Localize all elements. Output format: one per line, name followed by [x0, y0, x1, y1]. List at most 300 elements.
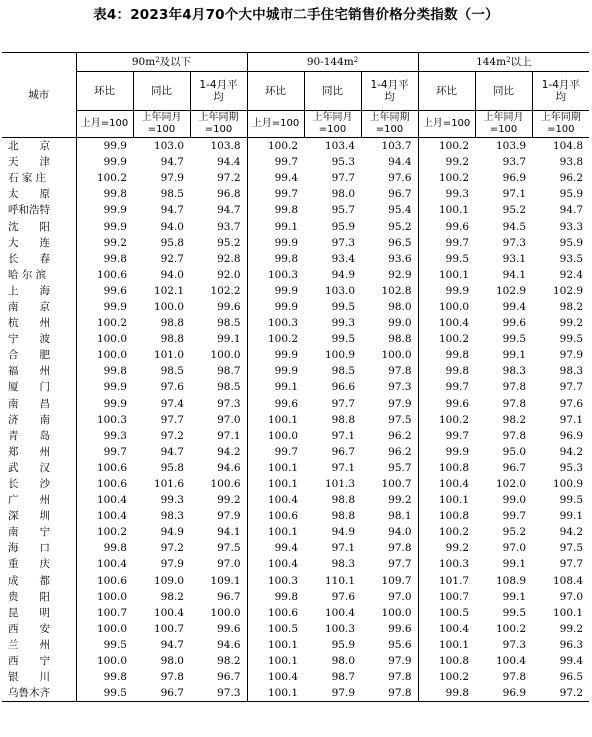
index-value: 100.9 [324, 349, 356, 362]
city-name: 西 宁 [2, 653, 76, 669]
index-value: 100.1 [267, 413, 299, 426]
index-value: 100.8 [438, 461, 470, 474]
index-value: 99.8 [103, 252, 127, 265]
city-name: 天 津 [2, 154, 76, 170]
index-value: 100.6 [96, 478, 127, 491]
index-value: 97.2 [532, 685, 589, 702]
table-row [2, 653, 589, 669]
index-value: 101.7 [438, 574, 470, 587]
index-value: 98.5 [190, 315, 247, 331]
index-value: 94.7 [160, 445, 184, 458]
index-value: 97.8 [361, 669, 418, 685]
index-value: 96.9 [502, 172, 527, 185]
index-value: 98.0 [361, 299, 418, 315]
index-value: 98.8 [160, 317, 184, 330]
index-value: 99.2 [559, 622, 584, 635]
table-row [2, 637, 589, 653]
index-value: 100.4 [96, 494, 127, 507]
table-row [2, 267, 589, 283]
index-value: 99.0 [361, 315, 418, 331]
index-value: 94.1 [502, 268, 527, 281]
index-value: 100.4 [438, 317, 470, 330]
index-value: 98.5 [160, 188, 184, 201]
index-value: 94.2 [559, 526, 584, 539]
index-value: 97.3 [361, 379, 418, 395]
index-value: 98.2 [190, 653, 247, 669]
city-name: 南 宁 [2, 524, 76, 540]
index-value: 100.8 [438, 510, 470, 523]
index-value: 98.8 [331, 494, 356, 507]
index-value: 99.5 [502, 606, 527, 619]
index-value: 95.9 [331, 638, 356, 651]
index-value: 93.8 [559, 156, 584, 169]
index-value: 100.0 [96, 655, 127, 668]
index-value: 102.9 [552, 284, 584, 297]
table-row [2, 605, 589, 621]
index-value: 100.0 [267, 429, 299, 442]
index-value: 97.8 [502, 671, 527, 684]
price-index-table [2, 52, 589, 702]
index-value: 109.0 [153, 574, 184, 587]
city-name: 青 岛 [2, 428, 76, 444]
city-name: 成 都 [2, 573, 76, 589]
table-row [2, 540, 589, 556]
index-value: 94.2 [190, 444, 247, 460]
index-value: 98.8 [331, 510, 356, 523]
table-row [2, 669, 589, 685]
index-value: 98.3 [331, 558, 356, 571]
city-name: 福 州 [2, 363, 76, 379]
table-row [2, 444, 589, 460]
index-value: 94.7 [190, 202, 247, 218]
city-name: 沈 阳 [2, 218, 76, 234]
table-row [2, 283, 589, 299]
index-value: 92.0 [190, 267, 247, 283]
index-value: 92.7 [160, 252, 184, 265]
sub-header: 同比 [304, 72, 361, 111]
table-row [2, 299, 589, 315]
index-value: 96.7 [502, 461, 527, 474]
index-value: 100.2 [438, 526, 470, 539]
table-row [2, 573, 589, 589]
index-value: 100.1 [438, 268, 470, 281]
table-row [2, 508, 589, 524]
index-value: 110.1 [324, 574, 356, 587]
index-value: 94.9 [331, 268, 356, 281]
index-value: 96.8 [190, 186, 247, 202]
index-value: 97.1 [502, 188, 527, 201]
city-name: 哈 尔 滨 [2, 267, 76, 283]
index-value: 100.3 [438, 558, 470, 571]
sub-header: 环比 [247, 72, 304, 111]
index-value: 99.7 [502, 510, 527, 523]
index-value: 100.2 [438, 333, 470, 346]
table-row [2, 251, 589, 267]
index-value: 100.4 [96, 558, 127, 571]
city-name: 郑 州 [2, 444, 76, 460]
index-value: 100.0 [361, 347, 418, 363]
index-value: 99.9 [103, 140, 127, 153]
index-value: 109.7 [361, 573, 418, 589]
index-value: 99.4 [274, 542, 299, 555]
index-value: 95.3 [559, 461, 584, 474]
index-value: 98.7 [190, 363, 247, 379]
index-value: 96.9 [559, 429, 584, 442]
index-value: 93.5 [559, 252, 584, 265]
index-value: 99.9 [103, 204, 127, 217]
index-value: 97.2 [160, 429, 184, 442]
base-header: 上月=100 [76, 111, 133, 138]
index-value: 99.7 [103, 445, 127, 458]
index-value: 97.1 [331, 461, 356, 474]
index-value: 97.8 [502, 381, 527, 394]
index-value: 100.4 [267, 494, 299, 507]
index-value: 97.6 [361, 170, 418, 186]
index-value: 97.3 [502, 236, 527, 249]
index-value: 97.0 [190, 412, 247, 428]
index-value: 108.9 [495, 574, 527, 587]
city-name: 南 京 [2, 299, 76, 315]
table-title: 表4：2023年4月70个大中城市二手住宅销售价格分类指数（一） [93, 7, 499, 23]
index-value: 96.7 [331, 445, 356, 458]
index-value: 97.1 [559, 413, 584, 426]
index-value: 96.5 [361, 235, 418, 251]
index-value: 97.5 [361, 412, 418, 428]
index-value: 100.2 [96, 172, 127, 185]
index-value: 100.4 [267, 558, 299, 571]
index-value: 98.7 [331, 671, 356, 684]
index-value: 98.8 [160, 333, 184, 346]
index-value: 98.3 [160, 510, 184, 523]
index-value: 99.7 [445, 429, 470, 442]
index-value: 103.4 [324, 140, 356, 153]
index-value: 99.6 [502, 317, 527, 330]
city-name: 济 南 [2, 412, 76, 428]
index-value: 96.2 [559, 172, 584, 185]
index-value: 97.9 [559, 349, 584, 362]
index-value: 97.4 [160, 397, 184, 410]
index-value: 99.3 [445, 188, 470, 201]
index-value: 97.1 [331, 429, 356, 442]
index-value: 99.1 [559, 510, 584, 523]
index-value: 100.1 [267, 638, 299, 651]
index-value: 99.0 [502, 494, 527, 507]
index-value: 100.7 [438, 590, 470, 603]
index-value: 100.2 [267, 140, 299, 153]
city-name: 长 沙 [2, 476, 76, 492]
index-value: 99.8 [103, 542, 127, 555]
index-value: 104.8 [552, 140, 584, 153]
base-header: 上月=100 [418, 111, 475, 138]
index-value: 95.8 [160, 236, 184, 249]
index-value: 97.0 [559, 590, 584, 603]
index-value: 94.7 [160, 156, 184, 169]
index-value: 99.8 [445, 349, 470, 362]
index-value: 103.8 [190, 138, 247, 155]
index-value: 98.3 [559, 365, 584, 378]
index-value: 94.0 [361, 524, 418, 540]
city-name: 北 京 [2, 138, 76, 155]
index-value: 98.2 [160, 590, 184, 603]
table-row [2, 476, 589, 492]
index-value: 95.7 [361, 460, 418, 476]
index-value: 99.3 [103, 429, 127, 442]
index-value: 100.1 [438, 638, 470, 651]
index-value: 99.7 [274, 188, 299, 201]
index-value: 95.2 [190, 235, 247, 251]
index-value: 100.8 [438, 655, 470, 668]
index-value: 98.8 [361, 331, 418, 347]
index-value: 96.2 [361, 444, 418, 460]
index-value: 96.7 [361, 186, 418, 202]
city-name: 西 安 [2, 621, 76, 637]
index-value: 94.9 [160, 526, 184, 539]
index-value: 99.6 [190, 299, 247, 315]
index-value: 99.2 [445, 156, 470, 169]
table-row [2, 315, 589, 331]
index-value: 102.2 [190, 283, 247, 299]
sub-header: 同比 [475, 72, 532, 111]
index-value: 99.5 [502, 333, 527, 346]
index-value: 97.7 [559, 381, 584, 394]
index-value: 99.2 [190, 492, 247, 508]
index-value: 103.7 [361, 138, 418, 155]
index-value: 99.9 [445, 445, 470, 458]
index-value: 97.0 [190, 556, 247, 572]
index-value: 98.2 [559, 300, 584, 313]
index-value: 99.2 [445, 542, 470, 555]
index-value: 100.3 [96, 413, 127, 426]
index-value: 100.7 [96, 606, 127, 619]
index-value: 103.0 [324, 284, 356, 297]
index-value: 94.9 [331, 526, 356, 539]
index-value: 100.0 [96, 333, 127, 346]
index-value: 95.2 [502, 526, 527, 539]
index-value: 99.9 [445, 284, 470, 297]
index-value: 99.9 [274, 300, 299, 313]
city-name: 南 昌 [2, 396, 76, 412]
index-value: 100.0 [96, 590, 127, 603]
index-value: 98.0 [331, 188, 356, 201]
index-value: 100.4 [324, 606, 356, 619]
index-value: 99.4 [274, 172, 299, 185]
index-value: 97.1 [331, 542, 356, 555]
index-value: 96.7 [133, 685, 190, 702]
index-value: 99.9 [103, 397, 127, 410]
index-value: 97.2 [160, 542, 184, 555]
index-value: 99.5 [559, 333, 584, 346]
index-value: 102.9 [495, 284, 527, 297]
base-header: 上年同月=100 [133, 111, 190, 138]
index-value: 94.4 [361, 154, 418, 170]
index-value: 92.8 [190, 251, 247, 267]
index-value: 98.1 [361, 508, 418, 524]
index-value: 99.5 [331, 333, 356, 346]
index-value: 97.1 [190, 428, 247, 444]
table-row [2, 556, 589, 572]
index-value: 94.6 [190, 637, 247, 653]
index-value: 100.1 [267, 655, 299, 668]
index-value: 100.6 [96, 574, 127, 587]
base-header: 上年同期=100 [361, 111, 418, 138]
index-value: 100.0 [153, 300, 184, 313]
index-value: 98.0 [331, 655, 356, 668]
index-value: 97.2 [190, 170, 247, 186]
index-value: 94.7 [160, 638, 184, 651]
index-value: 97.9 [160, 172, 184, 185]
table-row [2, 621, 589, 637]
index-value: 97.8 [502, 429, 527, 442]
index-value: 100.6 [267, 606, 299, 619]
index-value: 100.2 [438, 172, 470, 185]
index-value: 99.3 [331, 317, 356, 330]
city-name: 大 连 [2, 235, 76, 251]
index-value: 100.4 [438, 478, 470, 491]
index-value: 99.9 [274, 284, 299, 297]
base-header: 上年同期=100 [190, 111, 247, 138]
index-value: 94.6 [190, 460, 247, 476]
index-value: 97.7 [331, 172, 356, 185]
index-value: 99.7 [274, 445, 299, 458]
index-value: 100.5 [438, 606, 470, 619]
index-value: 99.8 [274, 590, 299, 603]
index-value: 99.8 [418, 685, 475, 702]
index-value: 109.1 [190, 573, 247, 589]
table-row [2, 685, 589, 702]
index-value: 99.1 [502, 590, 527, 603]
index-value: 100.6 [96, 461, 127, 474]
index-value: 99.9 [103, 381, 127, 394]
index-value: 101.6 [153, 478, 184, 491]
index-value: 94.0 [160, 268, 184, 281]
city-name: 贵 阳 [2, 589, 76, 605]
index-value: 97.0 [502, 542, 527, 555]
base-header: 上月=100 [247, 111, 304, 138]
city-name: 深 圳 [2, 508, 76, 524]
index-value: 98.5 [331, 365, 356, 378]
sub-header: 1-4月平均 [361, 72, 418, 111]
index-value: 93.7 [190, 218, 247, 234]
index-value: 97.3 [331, 236, 356, 249]
index-value: 100.1 [247, 685, 304, 702]
index-value: 99.6 [103, 284, 127, 297]
index-value: 98.3 [502, 365, 527, 378]
index-value: 100.2 [96, 317, 127, 330]
index-value: 97.6 [160, 381, 184, 394]
index-value: 100.4 [495, 655, 527, 668]
index-value: 96.3 [559, 638, 584, 651]
index-value: 100.1 [267, 461, 299, 474]
index-value: 99.1 [274, 381, 299, 394]
index-value: 92.4 [559, 268, 584, 281]
index-value: 96.2 [361, 428, 418, 444]
group-header-small: $90m^2$及以下 [76, 53, 247, 72]
index-value: 99.5 [445, 252, 470, 265]
index-value: 99.8 [274, 252, 299, 265]
table-row [2, 186, 589, 202]
index-value: 102.8 [361, 283, 418, 299]
city-name: 重 庆 [2, 556, 76, 572]
table-row [2, 218, 589, 234]
index-value: 93.3 [559, 220, 584, 233]
base-header: 上年同月=100 [304, 111, 361, 138]
table-row [2, 412, 589, 428]
base-header: 上年同月=100 [475, 111, 532, 138]
index-value: 108.4 [552, 574, 584, 587]
index-value: 97.5 [559, 542, 584, 555]
table-row [2, 235, 589, 251]
index-value: 94.7 [559, 204, 584, 217]
table-row [2, 428, 589, 444]
index-value: 97.7 [361, 556, 418, 572]
index-value: 101.0 [153, 349, 184, 362]
index-value: 99.9 [274, 365, 299, 378]
index-value: 96.5 [559, 671, 584, 684]
index-value: 97.9 [190, 508, 247, 524]
index-value: 99.5 [103, 638, 127, 651]
index-value: 100.1 [267, 526, 299, 539]
index-value: 98.0 [160, 655, 184, 668]
index-value: 99.6 [190, 621, 247, 637]
table-row [2, 492, 589, 508]
index-value: 99.1 [502, 349, 527, 362]
table-row [2, 138, 589, 155]
index-value: 95.7 [331, 204, 356, 217]
table-row [2, 379, 589, 395]
index-value: 100.6 [190, 476, 247, 492]
index-value: 97.9 [304, 685, 361, 702]
index-value: 99.4 [559, 655, 584, 668]
index-value: 97.0 [361, 589, 418, 605]
index-value: 99.8 [103, 188, 127, 201]
index-value: 99.1 [190, 331, 247, 347]
sub-header: 环比 [76, 72, 133, 111]
index-value: 99.1 [274, 220, 299, 233]
index-value: 101.3 [324, 478, 356, 491]
sub-header: 环比 [418, 72, 475, 111]
city-column-header: 城市 [2, 53, 76, 138]
city-name: 银 川 [2, 669, 76, 685]
index-value: 100.0 [361, 605, 418, 621]
index-value: 99.8 [274, 204, 299, 217]
index-value: 100.3 [267, 268, 299, 281]
index-value: 97.6 [559, 397, 584, 410]
index-value: 102.0 [495, 478, 527, 491]
index-value: 100.4 [96, 510, 127, 523]
base-header: 上年同期=100 [532, 111, 589, 138]
city-name: 兰 州 [2, 637, 76, 653]
index-value: 100.4 [153, 606, 184, 619]
table-row [2, 347, 589, 363]
index-value: 99.2 [559, 317, 584, 330]
index-value: 92.9 [361, 267, 418, 283]
city-name: 武 汉 [2, 460, 76, 476]
index-value: 100.6 [267, 510, 299, 523]
index-value: 99.3 [160, 494, 184, 507]
index-value: 100.0 [190, 605, 247, 621]
index-value: 95.9 [559, 188, 584, 201]
index-value: 94.4 [190, 154, 247, 170]
index-value: 97.9 [361, 653, 418, 669]
index-value: 99.5 [76, 685, 133, 702]
index-value: 99.5 [331, 300, 356, 313]
index-value: 99.9 [274, 349, 299, 362]
index-value: 99.6 [274, 397, 299, 410]
index-value: 100.0 [190, 347, 247, 363]
city-name: 太 原 [2, 186, 76, 202]
index-value: 97.8 [361, 363, 418, 379]
city-name: 上 海 [2, 283, 76, 299]
